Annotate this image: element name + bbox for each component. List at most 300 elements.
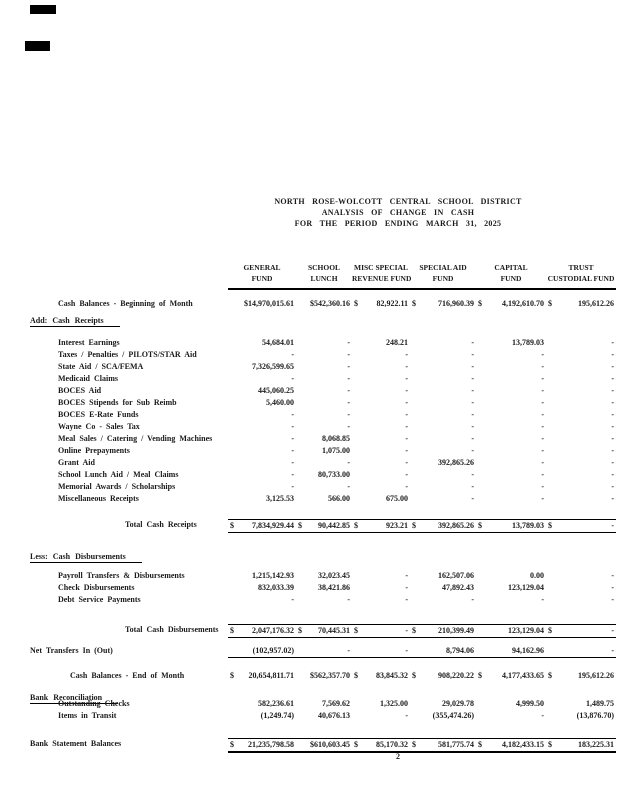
report-header [230,196,566,229]
amount-value: 123,129.04 [508,583,544,592]
amount-value: 8,068.85 [322,434,350,443]
amount-value: - [541,446,544,455]
amount-cell [228,519,296,533]
amount-value: 32,023.45 [318,571,350,580]
amount-value: (355,474.26) [432,711,474,720]
amount-cell [228,337,296,349]
amount-cell [228,738,296,753]
amount-cell [410,624,476,638]
row-label: Wayne Co - Sales Tax [58,422,140,431]
amount-value: 210,399.49 [438,626,474,635]
amount-cell [410,645,476,658]
amount-cell [546,624,616,638]
amount-cell [296,469,352,481]
row-label: BOCES Aid [58,386,102,395]
amount-cell [410,738,476,753]
amount-value: - [611,422,614,431]
amount-cell [410,421,476,433]
amount-cell [410,710,476,722]
row-label: Debt Service Payments [58,595,141,604]
amount-value: - [347,338,350,347]
amount-value: - [471,410,474,419]
amount-cell [546,670,616,682]
table-row [30,445,616,457]
amount-value: - [611,386,614,395]
amount-cell [410,457,476,469]
amount-cell [296,385,352,397]
amount-value: - [291,446,294,455]
amount-cell [476,397,546,409]
amount-cell [296,481,352,493]
amount-cell [546,519,616,533]
row-label: Meal Sales / Catering / Vending Machines [58,434,213,443]
amount-cell [546,337,616,349]
amount-cell [476,421,546,433]
amount-value: - [541,494,544,503]
currency-symbol: $ [548,671,552,680]
amount-cell [546,493,616,505]
amount-cell [476,445,546,457]
amount-cell [296,397,352,409]
amount-cell [410,433,476,445]
amount-value: 1,215,142.93 [252,571,294,580]
amount-value: - [405,446,408,455]
amount-cell [228,361,296,373]
amount-cell [546,570,616,582]
column-header [476,262,546,286]
amount-cell [546,738,616,753]
amount-cell [476,570,546,582]
currency-symbol: $ [354,740,358,749]
amount-cell [476,337,546,349]
amount-cell [410,337,476,349]
amount-value: - [471,362,474,371]
amount-value: 70,445.31 [318,626,350,635]
amount-cell [228,481,296,493]
amount-cell [476,385,546,397]
currency-symbol: $ [354,671,358,680]
currency-symbol: $ [230,626,234,635]
amount-value: - [611,595,614,604]
amount-value: - [611,446,614,455]
column-header [352,262,410,286]
amount-cell [546,594,616,606]
amount-value: - [405,470,408,479]
column-header-line2: REVENUE FUND [352,274,412,283]
amount-value: - [347,422,350,431]
amount-value: - [611,410,614,419]
row-label: Check Disbursements [58,583,135,592]
amount-value: - [405,646,408,655]
amount-cell [546,298,616,310]
amount-value: - [611,571,614,580]
amount-value: 4,192,610.70 [502,299,544,308]
redaction-mark [25,41,50,51]
column-header [546,262,616,286]
amount-cell [352,409,410,421]
column-header-line1: SCHOOL [307,263,341,272]
currency-symbol: $ [230,671,234,680]
table-row [30,570,616,582]
amount-cell [352,738,410,753]
amount-cell [228,385,296,397]
amount-cell [296,373,352,385]
amount-value: 54,684.01 [262,338,294,347]
currency-symbol: $ [412,671,416,680]
amount-cell [296,582,352,594]
amount-value: - [405,374,408,383]
amount-value: 832,033.39 [258,583,294,592]
amount-value: - [541,458,544,467]
amount-cell [410,298,476,310]
amount-cell [476,519,546,533]
table-row [30,361,616,373]
amount-cell [296,645,352,658]
amount-value: 4,177,433.65 [502,671,544,680]
amount-cell [410,493,476,505]
amount-cell [476,670,546,682]
row-label: Interest Earnings [58,338,120,347]
amount-value: - [291,482,294,491]
column-header-line1: MISC SPECIAL [354,263,408,272]
currency-symbol: $ [478,740,482,749]
cash-receipts-section [30,337,616,505]
currency-symbol: $ [478,299,482,308]
amount-cell [546,469,616,481]
amount-cell [546,710,616,722]
amount-cell [228,645,296,658]
amount-cell [296,445,352,457]
amount-cell [476,645,546,658]
amount-cell [352,481,410,493]
table-row [30,385,616,397]
amount-cell [352,570,410,582]
amount-value: 80,733.00 [318,470,350,479]
amount-cell [228,298,296,310]
table-row [30,421,616,433]
amount-value: - [611,482,614,491]
ending-balance-row [30,670,616,682]
amount-value: - [291,470,294,479]
amount-value: - [347,458,350,467]
amount-value: - [405,458,408,467]
currency-symbol: $ [298,626,302,635]
amount-cell [352,469,410,481]
amount-value: - [405,626,408,635]
amount-cell [352,337,410,349]
net-transfers-row [30,645,616,657]
amount-cell [476,361,546,373]
bank-statement-balances-row [30,738,616,750]
amount-value: - [291,458,294,467]
currency-symbol: $ [298,521,302,530]
amount-cell [228,624,296,638]
amount-cell [546,373,616,385]
amount-cell [410,519,476,533]
amount-cell [228,421,296,433]
amount-value: 392,865.26 [438,521,474,530]
amount-value: 7,834,929.44 [252,521,294,530]
row-label: Bank Statement Balances [30,739,122,748]
amount-value: - [471,482,474,491]
amount-cell [352,445,410,457]
amount-value: 675.00 [386,494,408,503]
amount-value: 21,235,798.58 [248,740,294,749]
amount-value: - [541,386,544,395]
amount-value: - [471,446,474,455]
amount-value: 183,225.31 [578,740,614,749]
amount-value: 85,170.32 [376,740,408,749]
amount-value: $562,357.70 [310,671,350,680]
currency-symbol: $ [230,521,234,530]
amount-cell [228,349,296,361]
row-label: Memorial Awards / Scholarships [58,482,176,491]
amount-cell [352,361,410,373]
amount-cell [296,624,352,638]
amount-value: 566.00 [328,494,350,503]
amount-value: - [291,422,294,431]
amount-cell [296,349,352,361]
table-row [30,298,616,310]
amount-cell [476,594,546,606]
amount-value: - [405,362,408,371]
amount-cell [352,373,410,385]
amount-value: - [291,374,294,383]
amount-value: - [291,410,294,419]
amount-value: 5,460.00 [266,398,294,407]
amount-cell [352,385,410,397]
table-row [30,337,616,349]
amount-value: 1,489.75 [586,699,614,708]
amount-cell [228,698,296,710]
column-header-line2: FUND [251,274,273,283]
table-row [30,349,616,361]
amount-cell [546,397,616,409]
amount-cell [410,570,476,582]
amount-value: 581,775.74 [438,740,474,749]
amount-value: - [611,398,614,407]
amount-cell [296,337,352,349]
amount-value: - [471,386,474,395]
row-label: Cash Balances - End of Month [70,671,185,680]
amount-cell [352,457,410,469]
amount-cell [352,421,410,433]
table-row [30,493,616,505]
amount-value: - [611,338,614,347]
amount-value: 162,507.06 [438,571,474,580]
amount-value: - [471,494,474,503]
amount-cell [352,397,410,409]
amount-value: 1,325.00 [380,699,408,708]
column-headers-row [30,262,616,286]
table-row [30,738,616,750]
currency-symbol: $ [548,299,552,308]
amount-value: 248.21 [386,338,408,347]
add-section-label-row [30,310,616,328]
amount-value: 123,129.04 [508,626,544,635]
amount-cell [228,582,296,594]
currency-symbol: $ [412,521,416,530]
column-header-line1: GENERAL [243,263,281,272]
row-label: Total Cash Receipts [125,520,197,529]
amount-value: 47,892.43 [442,583,474,592]
amount-cell [546,457,616,469]
amount-value: - [405,386,408,395]
less-cash-disbursements-label: Less: Cash Disbursements [30,551,142,563]
amount-value: $14,970,015.61 [244,299,294,308]
amount-cell [296,421,352,433]
amount-cell [228,397,296,409]
report-title: ANALYSIS OF CHANGE IN CASH [321,208,475,217]
amount-value: - [291,434,294,443]
amount-value: 716,960.39 [438,299,474,308]
table-row [30,373,616,385]
table-row [30,469,616,481]
amount-value: - [611,350,614,359]
table-row [30,409,616,421]
amount-cell [410,481,476,493]
page-number: 2 [396,752,400,761]
row-label: Total Cash Disbursements [125,625,219,634]
amount-value: - [471,434,474,443]
amount-cell [410,582,476,594]
amount-value: - [611,374,614,383]
amount-cell [546,385,616,397]
amount-value: - [347,362,350,371]
column-header-line2: CUSTODIAL FUND [547,274,615,283]
amount-value: - [541,422,544,431]
amount-cell [352,710,410,722]
amount-value: - [405,583,408,592]
amount-cell [352,670,410,682]
amount-value: - [291,350,294,359]
amount-value: 908,220.22 [438,671,474,680]
row-label: State Aid / SCA/FEMA [58,362,144,371]
amount-value: - [611,362,614,371]
amount-value: - [541,398,544,407]
amount-cell [296,433,352,445]
beginning-balance-row [30,298,616,310]
amount-cell [410,373,476,385]
amount-cell [476,298,546,310]
currency-symbol: $ [548,626,552,635]
row-label: BOCES Stipends for Sub Reimb [58,398,177,407]
amount-cell [476,582,546,594]
amount-value: - [347,482,350,491]
amount-value: 582,236.61 [258,699,294,708]
amount-cell [410,397,476,409]
amount-cell [228,469,296,481]
amount-value: - [611,583,614,592]
amount-cell [296,738,352,753]
amount-value: - [471,374,474,383]
amount-cell [546,582,616,594]
column-header-line1: CAPITAL [494,263,528,272]
amount-cell [296,670,352,682]
amount-cell [476,710,546,722]
amount-value: - [405,398,408,407]
amount-cell [352,594,410,606]
amount-cell [352,433,410,445]
header-rule [228,288,616,290]
row-label: Medicaid Claims [58,374,118,383]
amount-cell [296,493,352,505]
amount-value: - [541,434,544,443]
amount-value: - [541,711,544,720]
amount-value: - [405,571,408,580]
table-row [30,519,616,531]
amount-value: $610,603.45 [310,740,350,749]
amount-cell [476,698,546,710]
amount-cell [546,445,616,457]
amount-cell [296,519,352,533]
less-section-label-row [30,546,616,564]
table-row [30,698,616,710]
amount-value: - [471,470,474,479]
amount-value: - [347,350,350,359]
amount-value: - [405,482,408,491]
amount-value: - [471,595,474,604]
column-header [410,262,476,286]
amount-value: - [405,350,408,359]
amount-cell [352,519,410,533]
table-row [30,481,616,493]
row-label: Miscellaneous Receipts [58,494,139,503]
table-row [30,645,616,657]
currency-symbol: $ [230,740,234,749]
amount-cell [410,594,476,606]
amount-cell [228,409,296,421]
currency-symbol: $ [478,521,482,530]
table-row [30,457,616,469]
amount-cell [352,349,410,361]
amount-value: - [347,398,350,407]
amount-value: (102,957.02) [252,646,294,655]
bank-reconciliation-section [30,698,616,722]
amount-value: - [471,398,474,407]
amount-cell [228,445,296,457]
amount-value: 82,922.11 [376,299,408,308]
cash-disbursements-section [30,570,616,606]
currency-symbol: $ [412,299,416,308]
amount-cell [296,361,352,373]
amount-cell [476,624,546,638]
amount-cell [476,493,546,505]
currency-symbol: $ [548,740,552,749]
amount-value: 40,676.13 [318,711,350,720]
amount-value: - [611,458,614,467]
table-row [30,710,616,722]
amount-value: - [405,410,408,419]
amount-value: - [347,410,350,419]
currency-symbol: $ [354,299,358,308]
amount-value: 195,612.26 [578,299,614,308]
amount-cell [352,624,410,638]
amount-value: - [347,374,350,383]
row-label: Grant Aid [58,458,95,467]
amount-cell [352,698,410,710]
amount-cell [546,349,616,361]
table-row [30,397,616,409]
amount-value: - [541,470,544,479]
amount-value: 0.00 [530,571,544,580]
amount-value: - [541,482,544,491]
currency-symbol: $ [478,671,482,680]
amount-cell [228,594,296,606]
amount-value: - [471,338,474,347]
amount-cell [476,469,546,481]
amount-cell [296,570,352,582]
